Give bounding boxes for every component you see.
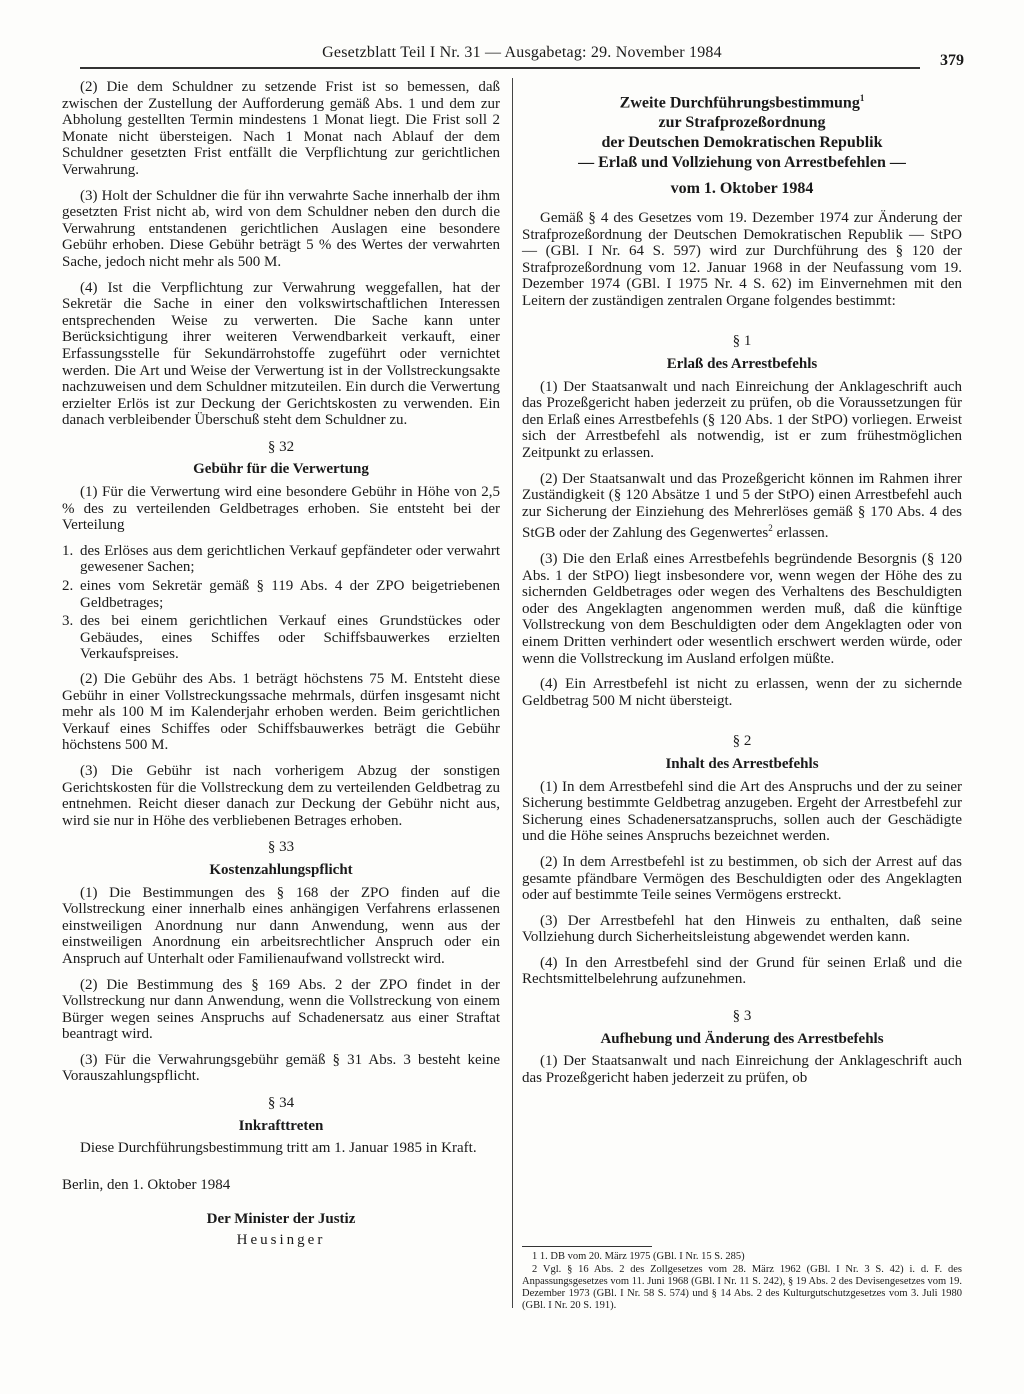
s31-para-2: (2) Die dem Schuldner zu setzende Frist ist so bemessen, daß zwischen der Zustellung der Aufforderung gemäß Abs. 1 und dem zur Abholung gestellten Termin mindestens 1 Monat liegt. Die Frist soll 2 Monate nicht übersteigen. Nach 1 Monat nach Ablauf der dem Schuldner gesetzten Frist entfällt die Verpflichtung zur gerichtlichen Verwahrung.: [62, 79, 500, 178]
minister-title: Der Minister der Justiz: [206, 1211, 356, 1228]
left-column: [62, 79, 500, 1249]
s33-para-1: (1) Die Bestimmungen des § 168 der ZPO finden auf die Vollstreckung einer innerhalb eines anhängigen Verfahrens erlassenen einstweiligen Anordnung nur dann Anwendung, wenn aus der einstweiligen Anordnung ein arbeitsrechtlicher Anspruch oder ein Anspruch auf Unterhalt oder Familienaufwand vollstreckt wird.: [62, 884, 500, 967]
header-title: Gesetzblatt Teil I Nr. 31 — Ausgabetag: 29. November 1984: [322, 44, 722, 61]
s33-para-3: (3) Für die Verwahrungsgebühr gemäß § 31 Abs. 3 besteht keine Vorauszahlungspflicht.: [62, 1051, 500, 1085]
list-item-text: eines vom Sekretär gemäß § 119 Abs. 4 der ZPO beigetriebenen Geldbetrages;: [80, 578, 500, 611]
s3-para-1: (1) Der Staatsanwalt und nach Einreichung der Anklageschrift auch das Prozeßgericht haben jederzeit zu prüfen, ob: [522, 1053, 962, 1086]
s32-para-1: (1) Für die Verwertung wird eine besondere Gebühr in Höhe von 2,5 % des zu verteilenden Geldbetrages erhoben. Sie entsteht bei der Verteilung: [62, 484, 500, 534]
section-3-title: Aufhebung und Änderung des Arrestbefehls: [600, 1030, 884, 1047]
s2-para-2: (2) In dem Arrestbefehl ist zu bestimmen, ob sich der Arrest auf das gesamte pfändbare Vermögen des Beschuldigten oder des Angeklagten oder auf bestimmte Teile seines Vermögens erstreckt.: [522, 853, 962, 904]
list-item: [62, 578, 500, 611]
doc-title-line-2: zur Strafprozeßordnung: [658, 114, 826, 132]
section-3-number: § 3: [732, 1008, 752, 1025]
section-2-title: Inhalt des Arrestbefehls: [665, 755, 819, 772]
list-item-number: 2.: [62, 578, 74, 595]
section-34-title: Inkrafttreten: [238, 1117, 324, 1134]
s2-para-3: (3) Der Arrestbefehl hat den Hinweis zu enthalten, daß seine Vollziehung durch Sicherheitsleistung abgewendet werden kann.: [522, 912, 962, 946]
s32-list: [62, 543, 500, 663]
footnote-1: 1 1. DB vom 20. März 1975 (GBl. I Nr. 15 S. 285): [532, 1251, 745, 1262]
s31-para-4: (4) Ist die Verpflichtung zur Verwahrung weggefallen, hat der Sekretär die Sache in einer den volkswirtschaftlichen Interessen entsprechenden Weise zu verwerten. Die Sache kann unter Berücksichtigung ihrer weiteren Verwendbarkeit verkauft, einer Erfassungsstelle für Sekundärrohstoffe zugeführt oder vernichtet werden. Die Art und Weise der Verwertung ist in der Vollstreckungsakte nachzuweisen und dem Schuldner mitzuteilen. Ein durch die Verwertung erzielter Erlös ist zur Deckung der Gerichtskosten zu verwenden. Ein danach verbleibender Überschuß steht dem Schuldner zu.: [62, 279, 500, 429]
section-34-number: § 34: [267, 1095, 295, 1112]
section-33-number: § 33: [267, 839, 295, 856]
s2-para-1: (1) In dem Arrestbefehl sind die Art des Anspruchs und der zu seiner Sicherung bestimmte Geldbetrag anzugeben. Ergeht der Arrestbefehl zur Sicherung eines Schadenersatzanspruchs, sollen auch der Geschädigte und die Höhe seines Anspruchs bezeichnet werden.: [522, 778, 962, 845]
right-column: [522, 88, 962, 1095]
section-32-title: Gebühr für die Verwertung: [193, 461, 369, 478]
s32-para-2: (2) Die Gebühr des Abs. 1 beträgt höchstens 75 M. Entsteht diese Gebühr in einer Vollstreckungssache mehrmals, dürfen insgesamt nicht mehr als 100 M im Kalenderjahr erhoben werden. Beim gerichtlichen Verkauf eines Schiffes oder Schiffsbauwerkes beträgt die Gebühr höchstens 500 M.: [62, 671, 500, 754]
section-1-title: Erlaß des Arrestbefehls: [666, 356, 818, 373]
s1-para-2: [522, 471, 962, 542]
list-item-text: des bei einem gerichtlichen Verkauf eines Grundstückes oder Gebäudes, eines Schiffes oder Schiffsbauwerkes erzielten Verkaufspreises.: [80, 613, 500, 663]
page-header: [80, 44, 964, 69]
column-divider: [512, 78, 513, 1308]
footnote-ref: 1: [859, 93, 865, 103]
page-number: 379: [940, 52, 964, 69]
header-rule: [80, 67, 920, 69]
footnotes: [522, 1246, 962, 1313]
footnote-ref: 2: [768, 523, 773, 534]
doc-title-text: Zweite Durchführungsbestimmung: [619, 94, 860, 112]
doc-title-line-3: der Deutschen Demokratischen Republik: [601, 134, 883, 152]
s32-para-3: (3) Die Gebühr ist nach vorherigem Abzug der sonstigen Gerichtskosten für die Vollstreckung dem zu verteilenden Geldbetrag zu entnehmen. Reicht dieser danach zur Deckung der Gebühr nicht aus, wird sie nur in Höhe des verbliebenen Betrages erhoben.: [62, 762, 500, 829]
signature-name: Heusinger: [236, 1232, 326, 1249]
doc-title-line-1: [522, 88, 962, 113]
list-item-number: 1.: [62, 542, 74, 559]
s34-text: Diese Durchführungsbestimmung tritt am 1. Januar 1985 in Kraft.: [80, 1140, 477, 1157]
s1-para-2-end: erlassen.: [772, 525, 829, 542]
place-date: Berlin, den 1. Oktober 1984: [62, 1176, 231, 1193]
list-item-text: des Erlöses aus dem gerichtlichen Verkauf gepfändeter oder verwahrt gewesener Sachen;: [80, 542, 500, 576]
list-item: [62, 613, 500, 663]
footnote-rule: [522, 1246, 652, 1247]
footnote-2: 2 Vgl. § 16 Abs. 2 des Zollgesetzes vom 28. März 1962 (GBl. I Nr. 3 S. 42) i. d. F. des Anpassungsgesetzes vom 11. Juni 1968 (GBl. I Nr. 11 S. 242), § 19 Abs. 2 des Devisengesetzes vom 19. Dezember 1973 (GBl. I Nr. 58 S. 574) und § 14 Abs. 2 des Kulturgutschutzgesetzes vom 3. Juli 1980 (GBl. I Nr. 20 S. 191).: [522, 1264, 962, 1311]
s1-para-4: (4) Ein Arrestbefehl ist nicht zu erlassen, wenn der zu sichernde Geldbetrag 500 M nicht übersteigt.: [522, 676, 962, 709]
s33-para-2: (2) Die Bestimmung des § 169 Abs. 2 der ZPO findet in der Vollstreckung nur dann Anwendung, wenn die Vollstreckung von einem Bürger wegen seines Anspruchs auf Schadenersatz aus einer Straftat beantragt wird.: [62, 976, 500, 1043]
s1-para-2-text: (2) Der Staatsanwalt und das Prozeßgericht können im Rahmen ihrer Zuständigkeit (§ 120 Absätze 1 und 5 der StPO) einen Arrestbefehl auch zur Sicherung der Einziehung des Mehrerlöses gemäß § 170 Abs. 4 des StGB oder der Zahlung des Gegenwertes: [522, 470, 962, 542]
s1-para-1: (1) Der Staatsanwalt und nach Einreichung der Anklageschrift auch das Prozeßgericht haben jederzeit zu prüfen, ob die Voraussetzungen für den Erlaß eines Arrestbefehls (§ 120 Abs. 1 der StPO) vorliegen. Erweist sich der Arrestbefehl als notwendig, ist er zum frühestmöglichen Zeitpunkt zu erlassen.: [522, 378, 962, 462]
preamble: Gemäß § 4 des Gesetzes vom 19. Dezember 1974 zur Änderung der Strafprozeßordnung der Deutschen Demokratischen Republik — StPO — (GBl. I Nr. 64 S. 597) wird zur Durchführung des § 120 der Strafprozeßordnung vom 12. Januar 1968 in der Neufassung vom 19. Dezember 1974 (GBl. I 1975 Nr. 4 S. 62) im Einvernehmen mit den Leitern der zuständigen zentralen Organe folgendes bestimmt:: [522, 209, 962, 309]
list-item-number: 3.: [62, 613, 74, 630]
s2-para-4: (4) In den Arrestbefehl sind der Grund für seinen Erlaß und die Rechtsmittelbelehrung aufzunehmen.: [522, 954, 962, 988]
section-33-title: Kostenzahlungspflicht: [209, 861, 353, 878]
s1-para-3: (3) Die den Erlaß eines Arrestbefehls begründende Besorgnis (§ 120 Abs. 1 der StPO) liegt insbesondere vor, wenn wegen der Höhe des zu sichernden Geldbetrages oder wegen des Verhaltens des Beschuldigten oder des Angeklagten angenommen werden muß, daß die künftige Vollstreckung von dem Beschuldigten oder dem Angeklagten oder von einem Dritten verhindert oder wesentlich erschwert werden würde, oder wenn die Vollstreckung im Ausland erfolgen müßte.: [522, 551, 962, 667]
s31-para-3: (3) Holt der Schuldner die für ihn verwahrte Sache innerhalb der ihm gesetzten Frist nicht ab, wird von dem Schuldner neben den durch die Verwahrung entstandenen gerichtlichen Auslagen eine besondere Gebühr erhoben. Diese Gebühr beträgt 5 % des Wertes der verwahrten Sache, jedoch nicht mehr als 500 M.: [62, 187, 500, 270]
list-item: [62, 543, 500, 576]
section-1-number: § 1: [732, 333, 752, 350]
doc-date: vom 1. Oktober 1984: [670, 180, 814, 198]
section-2-number: § 2: [732, 733, 752, 750]
doc-title-line-4: — Erlaß und Vollziehung von Arrestbefehlen —: [578, 154, 906, 172]
section-32-number: § 32: [267, 438, 295, 455]
